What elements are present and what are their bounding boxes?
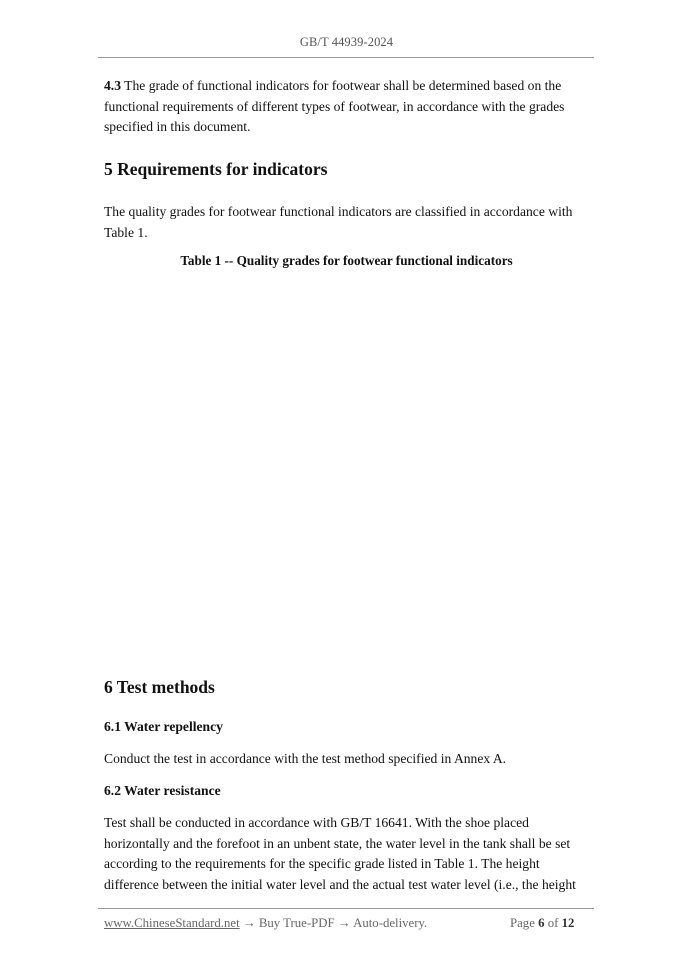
page-header [0,35,693,50]
header-divider [98,57,594,58]
section-5-body [104,202,589,243]
table-1-caption: Table 1 -- Quality grades for footwear functional indicators [180,253,513,268]
page-number [510,916,574,931]
section-4-3 [104,76,589,138]
section-6-1-body [104,749,589,770]
page-total: 12 [561,916,575,930]
section-6-1-text: Conduct the test in accordance with the test method specified in Annex A. [104,751,507,766]
arrow-right-icon: → [242,916,256,930]
section-4-3-line-1: 4.3 The grade of functional indicators for footwear shall be determined based on the [104,78,562,93]
section-4-3-number: 4.3 [104,78,121,93]
of-word: of [547,916,559,930]
section-6-2-line-2: horizontally and the forefoot in an unbent state, the water level in the tank shall be set [104,835,571,851]
section-5-line-2: Table 1. [104,224,148,240]
section-6-2-title: 6.2 Water resistance [104,783,221,798]
footer-divider [98,908,594,909]
arrow-right-icon: → [337,916,351,930]
section-6-1-heading-wrap [104,717,589,737]
section-6-heading-wrap [104,676,589,698]
section-6-2-line-3: according to the requirements for the specific grade listed in Table 1. The height [104,856,540,871]
section-6-2-heading-wrap [104,781,589,801]
section-5-heading-wrap [104,158,589,180]
table-caption-wrap [104,251,589,271]
footer-promo [104,916,427,931]
page-current: 6 [538,916,545,930]
section-6-1-title: 6.1 Water repellency [104,719,223,734]
section-6-2-line-1: Test shall be conducted in accordance with GB/T 16641. With the shoe placed [104,815,529,830]
footer-auto-delivery: Auto-delivery. [353,916,428,930]
page-word: Page [510,916,535,930]
footer-site-link[interactable]: www.ChineseStandard.net [104,916,240,930]
section-5-title: 5 Requirements for indicators [104,159,328,179]
footer-buy-link[interactable]: Buy True-PDF [258,916,335,930]
section-6-title: 6 Test methods [104,677,215,697]
header-doc-id: GB/T 44939-2024 [299,35,394,49]
section-4-3-line-3: specified in this document. [104,119,251,134]
section-6-2-line-4: difference between the initial water level and the actual test water level (i.e., the height [104,876,576,892]
section-6-2-body [104,813,589,895]
table-1-blank-area [104,275,589,660]
section-4-3-line-2: functional requirements of different types of footwear, in accordance with the grades [104,98,565,114]
section-5-line-1: The quality grades for footwear functional indicators are classified in accordance with [104,204,573,219]
